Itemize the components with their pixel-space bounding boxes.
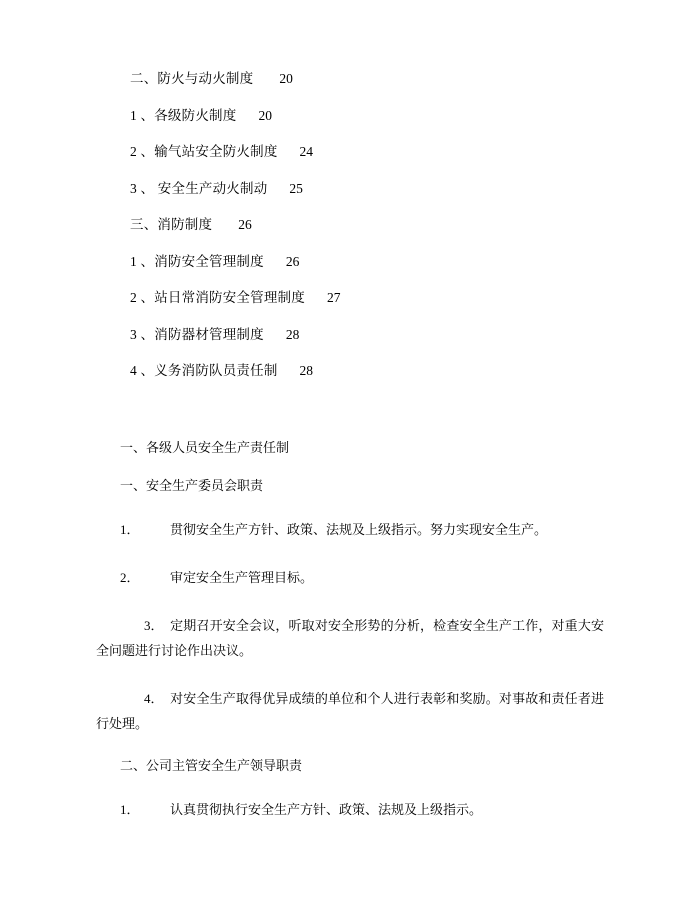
- toc-entry-page: 25: [289, 180, 303, 196]
- toc-entry-label: 3 、消防器材管理制度: [130, 326, 264, 342]
- list-item: [96, 686, 604, 736]
- body-content: [96, 441, 604, 822]
- toc-entry-page: 26: [285, 253, 300, 269]
- toc-entry: [130, 255, 604, 269]
- list-item: [120, 797, 604, 822]
- toc-entry: [130, 182, 604, 196]
- list-item-marker: 2．: [120, 569, 140, 585]
- toc-entry-label: 三、消防制度: [130, 217, 213, 232]
- list-item-text: 贯彻安全生产方针、政策、法规及上级指示。努力实现安全生产。: [170, 521, 548, 537]
- subsection-heading-2: [120, 759, 604, 772]
- list-item-text: 对安全生产取得优异成绩的单位和个人进行表彰和奖励。对事故和责任者进行处理。: [96, 690, 604, 731]
- toc-entry-page: 28: [285, 326, 300, 342]
- toc-entry-page: 20: [279, 71, 293, 86]
- toc-entry: [130, 109, 604, 123]
- subsection-title: 安全生产委员会职责: [146, 477, 264, 493]
- toc-entry: [130, 218, 604, 232]
- subsection-title: 公司主管安全生产领导职责: [146, 757, 303, 773]
- list-item-marker: 3．: [144, 617, 164, 633]
- list-item: [120, 517, 604, 542]
- subsection-label: 一、: [120, 477, 147, 493]
- toc-entry-label: 1 、各级防火制度: [130, 107, 237, 123]
- toc-entry: [130, 72, 604, 86]
- toc-entry: [130, 145, 604, 159]
- table-of-contents: [96, 72, 604, 378]
- toc-entry-page: 27: [326, 290, 341, 305]
- list-item: [96, 613, 604, 663]
- toc-entry-label: 1 、消防安全管理制度: [130, 253, 264, 269]
- toc-entry-page: 24: [299, 144, 314, 159]
- toc-entry-label: 2 、输气站安全防火制度: [130, 144, 278, 159]
- list-item-marker: 1．: [120, 521, 140, 537]
- list-item-text: 审定安全生产管理目标。: [170, 569, 314, 585]
- toc-entry-label: 4 、义务消防队员责任制: [130, 363, 278, 378]
- toc-entry: [130, 291, 604, 305]
- toc-entry-page: 20: [258, 107, 272, 123]
- toc-entry-label: 3 、 安全生产动火制动: [130, 180, 268, 196]
- toc-entry-page: 26: [238, 217, 252, 232]
- toc-entry-label: 2 、站日常消防安全管理制度: [130, 290, 305, 305]
- section-spacer: [96, 401, 604, 441]
- list-item-text: 定期召开安全会议，听取对安全形势的分析，检查安全生产工作，对重大安全问题进行讨论作出决议。: [96, 617, 604, 658]
- toc-entry: [130, 364, 604, 378]
- list-item: [120, 565, 604, 590]
- list-item-marker: 4．: [144, 690, 164, 706]
- toc-entry-page: 28: [299, 363, 314, 378]
- toc-entry: [130, 328, 604, 342]
- toc-entry-label: 二、防火与动火制度: [130, 71, 254, 86]
- section-title: 一、各级人员安全生产责任制: [120, 439, 290, 455]
- list-item-marker: 1．: [120, 801, 140, 817]
- subsection-label: 二、: [120, 757, 147, 773]
- list-item-text: 认真贯彻执行安全生产方针、政策、法规及上级指示。: [170, 801, 483, 817]
- subsection-heading-1: [120, 479, 604, 492]
